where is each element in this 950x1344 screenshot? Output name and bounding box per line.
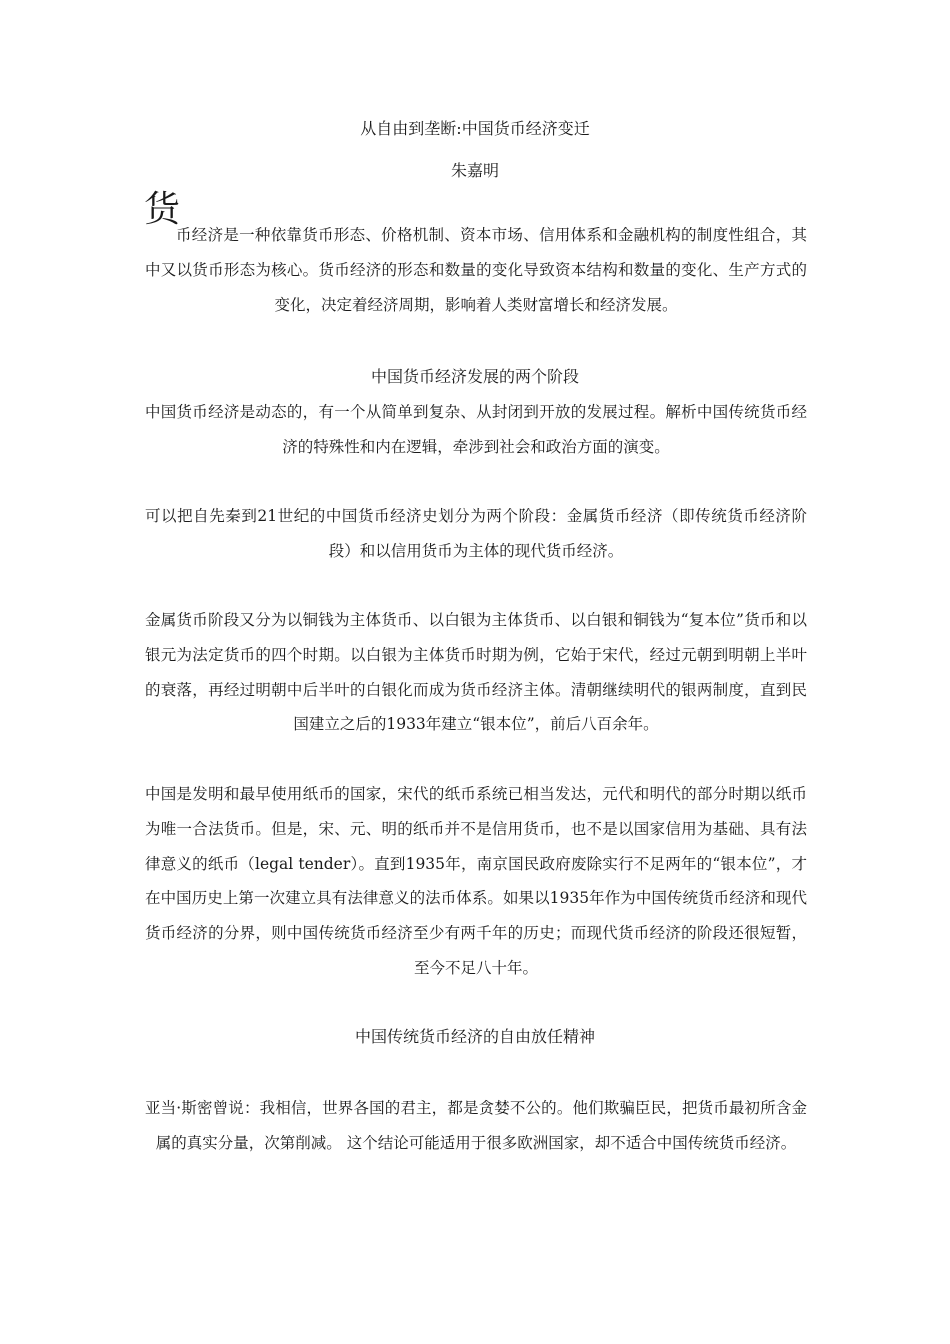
document-title: 从自由到垄断:中国货币经济变迁 (360, 119, 590, 138)
paragraph-adam-smith: 亚当·斯密曾说：我相信，世界各国的君主，都是贪婪不公的。他们欺骗臣民，把货币最初所含金属的真实分量，次第削减。 这个结论可能适用于很多欧洲国家，却不适合中国传统货币经济。 (145, 1099, 807, 1152)
drop-cap: 货 (144, 189, 181, 230)
intro-paragraph: 币经济是一种依靠货币形态、价格机制、资本市场、信用体系和金融机构的制度性组合，其中又以货币形态为核心。货币经济的形态和数量的变化导致资本结构和数量的变化、生产方式的变化，决定着经济周期，影响着人类财富增长和经济发展。 (145, 226, 807, 314)
paragraph-paper-money: 中国是发明和最早使用纸币的国家，宋代的纸币系统已相当发达，元代和明代的部分时期以纸币为唯一合法货币。但是，宋、元、明的纸币并不是信用货币，也不是以国家信用为基础、具有法律意义的纸币（legal tender）。直到1935年，南京国民政府废除实行不足两年的“银本位”，才在中国历史上第一次建立具有法律意义的法币体系。如果以1935年作为中国传统货币经济和现代货币经济的分界，则中国传统货币经济至少有两千年的历史；而现代货币经济的阶段还很短暂，至今不足八十年。 (145, 785, 807, 977)
paragraph-metal-currency: 金属货币阶段又分为以铜钱为主体货币、以白银为主体货币、以白银和铜钱为“复本位”货币和以银元为法定货币的四个时期。以白银为主体货币时期为例，它始于宋代，经过元朝到明朝上半叶的衰落，再经过明朝中后半叶的白银化而成为货币经济主体。清朝继续明代的银两制度，直到民国建立之后的1933年建立“银本位”，前后八百余年。 (145, 611, 807, 734)
paragraph-two-stages: 可以把自先秦到21世纪的中国货币经济史划分为两个阶段：金属货币经济（即传统货币经济阶段）和以信用货币为主体的现代货币经济。 (145, 507, 807, 560)
paragraph-dynamic-economy: 中国货币经济是动态的，有一个从简单到复杂、从封闭到开放的发展过程。解析中国传统货币经济的特殊性和内在逻辑，牵涉到社会和政治方面的演变。 (145, 403, 807, 456)
author-name: 朱嘉明 (450, 161, 499, 180)
section-heading-laissez-faire: 中国传统货币经济的自由放任精神 (354, 1027, 595, 1046)
section-heading-two-stages: 中国货币经济发展的两个阶段 (370, 367, 579, 386)
